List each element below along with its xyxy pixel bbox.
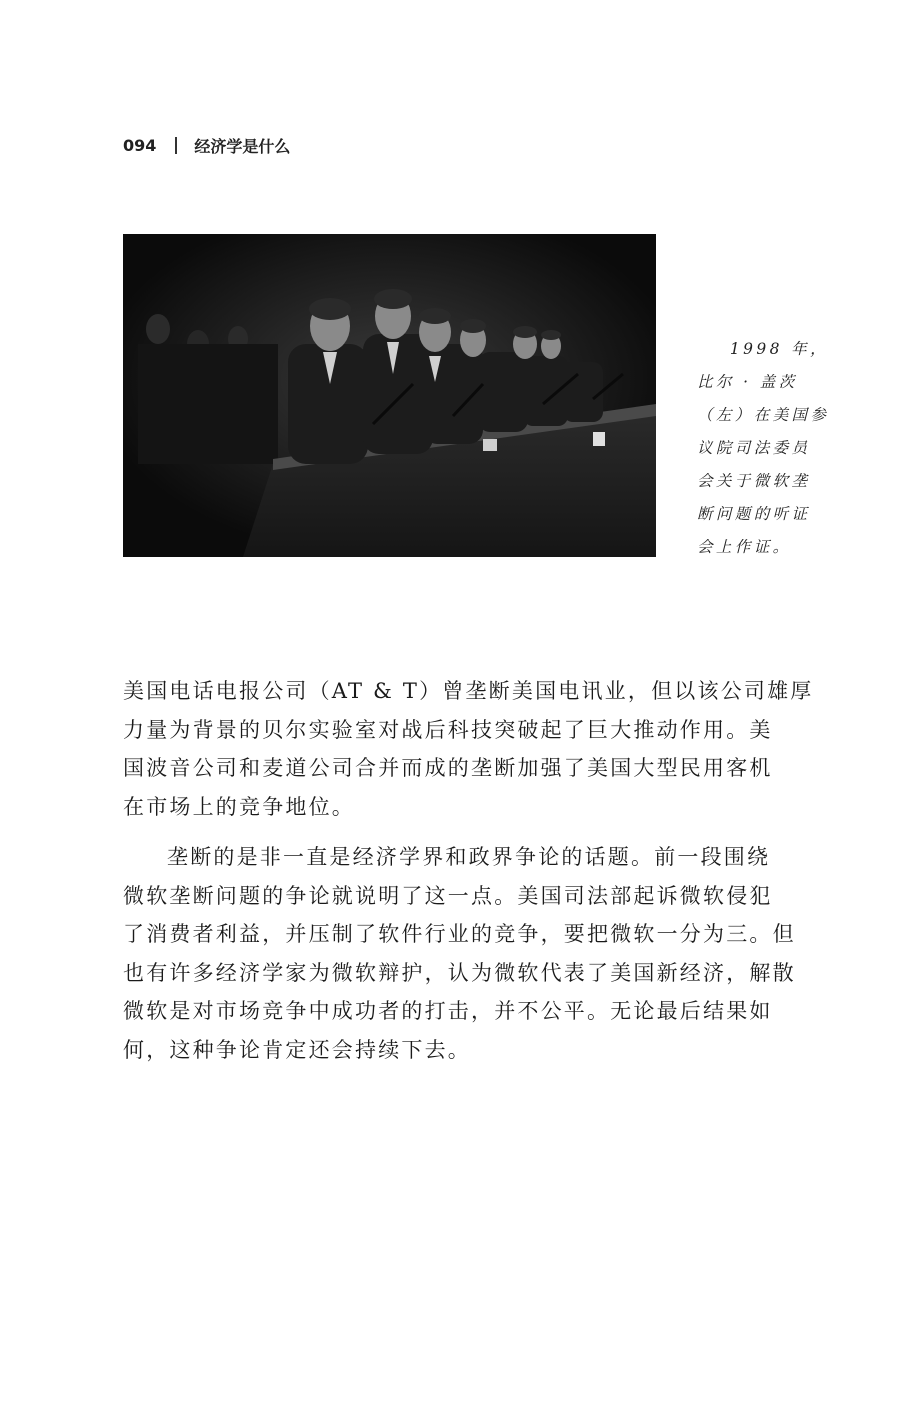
text-line: 国波音公司和麦道公司合并而成的垄断加强了美国大型民用客机 (123, 756, 773, 780)
caption-line: 会上作证。 (697, 538, 792, 556)
text-line: 了消费者利益，并压制了软件行业的竞争，要把微软一分为三。但 (123, 922, 796, 946)
running-header (123, 132, 290, 158)
caption-line: 议院司法委员 (697, 439, 811, 457)
text-line: 美国电话电报公司（AT & T）曾垄断美国电讯业，但以该公司雄厚 (123, 679, 814, 703)
caption-line: 断问题的听证 (697, 505, 811, 523)
text-line: 垄断的是非一直是经济学界和政界争论的话题。前一段围绕 (167, 845, 771, 869)
page-number: 094 (123, 135, 157, 155)
text-line: 何，这种争论肯定还会持续下去。 (123, 1037, 471, 1062)
paragraph (123, 838, 835, 1069)
text-line: 微软是对市场竞争中成功者的打击，并不公平。无论最后结果如 (123, 999, 773, 1023)
paragraph (123, 672, 835, 826)
caption-line: 会关于微软垄 (697, 472, 811, 490)
caption-line: 1998 年， (729, 340, 829, 358)
photo-illustration (123, 234, 656, 557)
book-title: 经济学是什么 (194, 136, 291, 156)
header-divider (175, 137, 177, 154)
photo-caption (697, 333, 833, 564)
text-line: 微软垄断问题的争论就说明了这一点。美国司法部起诉微软侵犯 (123, 883, 773, 908)
body-text (123, 672, 835, 1069)
caption-line: 比尔 · 盖茨 (697, 373, 798, 391)
text-line: 也有许多经济学家为微软辩护，认为微软代表了美国新经济，解散 (123, 960, 796, 985)
text-line: 力量为背景的贝尔实验室对战后科技突破起了巨大推动作用。美 (123, 717, 773, 742)
hearing-photo (123, 234, 656, 557)
caption-line: （左）在美国参 (697, 406, 830, 424)
text-line: 在市场上的竞争地位。 (123, 794, 355, 819)
